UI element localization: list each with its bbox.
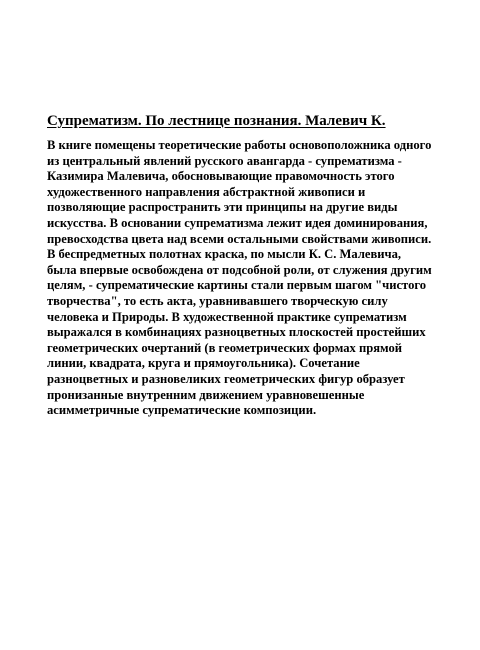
document-body: В книге помещены теоретические работы основоположника одного из центральный явлений русского авангарда - супрематизма - Казимира Малевича, обосновывающие правомочность этого художественного направления абстрактной живописи и позволяющие распространить эти принципы на другие виды искусства. В основании супрематизма лежит идея доминирования, превосходства цвета над всеми остальными свойствами живописи. В беспредметных полотнах краска, по мысли К. С. Малевича, была впервые освобождена от подсобной роли, от служения другим целям, - супрематические картины стали первым шагом "чистого творчества", то есть акта, уравнивавшего творческую силу человека и Природы. В художественной практике супрематизм выражался в комбинациях разноцветных плоскостей простейших геометрических очертаний (в геометрических формах прямой линии, квадрата, круга и прямоугольника). Сочетание разноцветных и разновеликих геометрических фигур образует пронизанные внутренним движением уравновешенные асимметричные супрематические композиции. bbox=[47, 138, 432, 418]
document bbox=[47, 112, 433, 419]
document-title: Супрематизм. По лестнице познания. Малевич К. bbox=[47, 113, 386, 129]
